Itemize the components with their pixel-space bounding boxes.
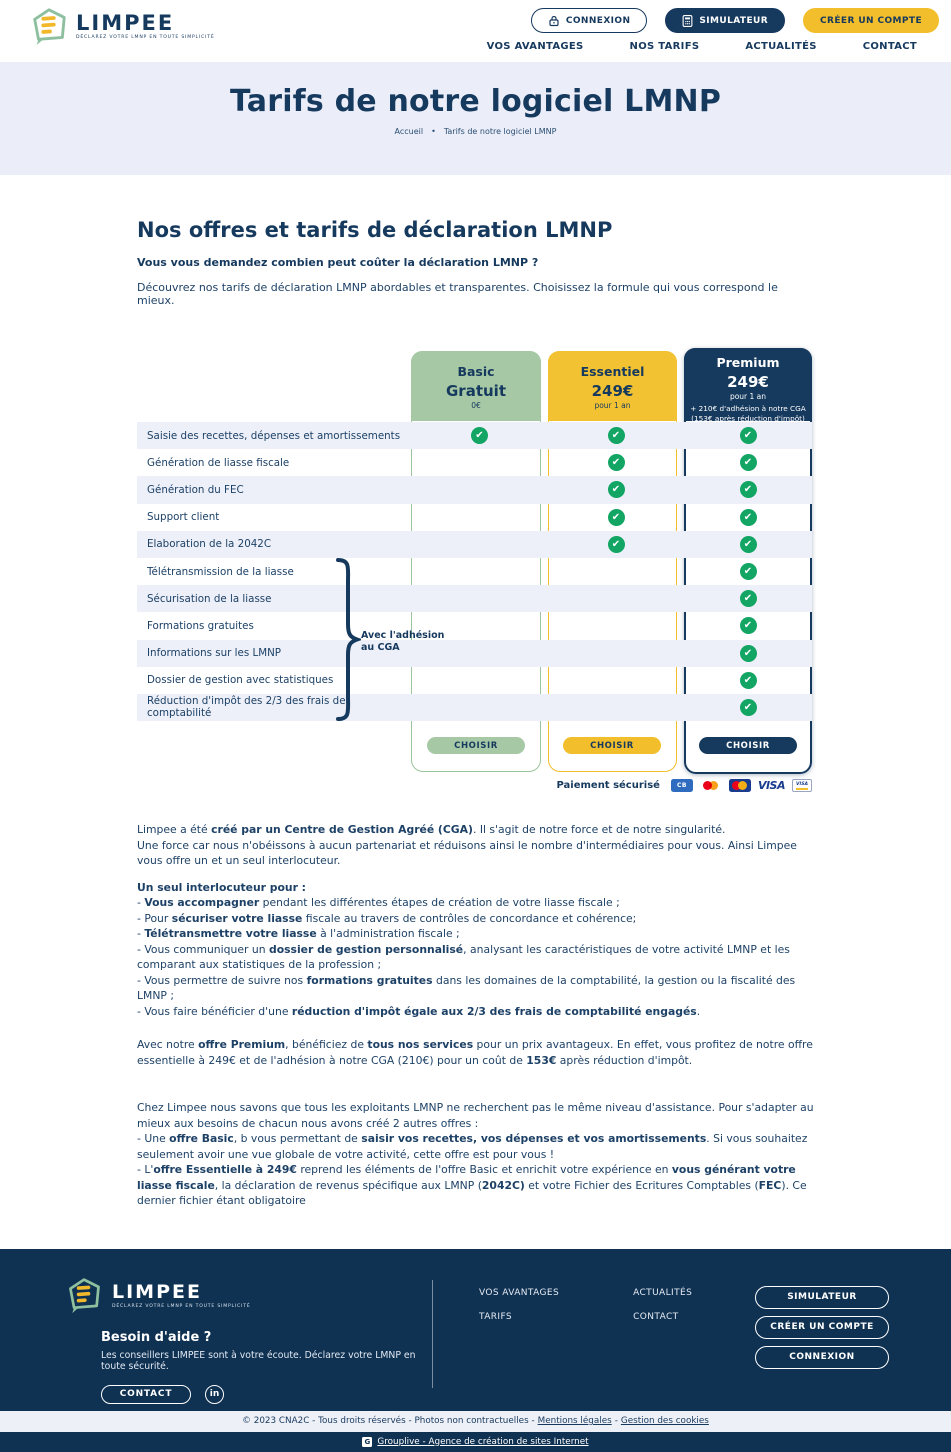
- check-icon: ✔: [740, 427, 757, 444]
- grouplive-icon: G: [362, 1437, 372, 1447]
- table-row: Télétransmission de la liasse ✔: [137, 558, 812, 585]
- table-row: Dossier de gestion avec statistiques ✔: [137, 667, 812, 694]
- plan-header-essentiel: [548, 351, 677, 421]
- choose-essentiel-button[interactable]: CHOISIR: [563, 737, 661, 754]
- page-title: Tarifs de notre logiciel LMNP: [229, 84, 722, 119]
- cb-card-icon: CB: [671, 779, 693, 792]
- cga-brace: [335, 558, 445, 721]
- breadcrumb: [0, 127, 951, 136]
- logo-house-icon: [64, 1276, 104, 1314]
- table-row: Sécurisation de la liasse ✔: [137, 585, 812, 612]
- brand-name: LIMPEE: [76, 11, 175, 35]
- check-icon: ✔: [740, 481, 757, 498]
- create-account-label: CRÉER UN COMPTE: [820, 15, 922, 26]
- pricing-table: [137, 347, 812, 774]
- paragraph: Un seul interlocuteur pour :: [137, 880, 306, 894]
- table-row: Génération du FEC ✔ ✔: [137, 476, 812, 503]
- table-row: Génération de liasse fiscale ✔ ✔: [137, 449, 812, 476]
- plan-name: Premium: [716, 355, 780, 370]
- footer-connexion-button[interactable]: CONNEXION: [755, 1346, 889, 1369]
- visa-icon: VISA: [757, 779, 785, 792]
- check-icon: ✔: [740, 590, 757, 607]
- paragraph: Chez Limpee nous savons que tous les exploitants LMNP ne recherchent pas le même niveau d'assistance. Pour s'adapter au mieux aux besoins de chacun nous avons créé 2 autres offres :: [137, 1101, 814, 1130]
- simulateur-label: SIMULATEUR: [699, 15, 769, 26]
- list-item: - Pour sécuriser votre liasse fiscale au travers de contrôles de concordance et cohérence;: [137, 911, 637, 925]
- hero-banner: [0, 62, 951, 175]
- agency-link[interactable]: Grouplive - Agence de création de sites Internet: [377, 1436, 589, 1447]
- visa-ecard-icon: VISA: [792, 779, 812, 792]
- check-icon: ✔: [740, 509, 757, 526]
- simulateur-button[interactable]: [665, 8, 785, 33]
- paragraph: - L'offre Essentielle à 249€ reprend les éléments de l'offre Basic et enrichit votre expérience en vous générant votre liasse fiscale, la déclaration de revenus spécifique aux LMNP (2042C) et votre Fichier des Ecritures Comptables (FEC). Ce dernier fichier étant obligatoire: [137, 1163, 807, 1207]
- check-icon: ✔: [608, 509, 625, 526]
- footer-help-title: Besoin d'aide ?: [101, 1329, 212, 1345]
- list-item: - Vous faire bénéficier d'une réduction d'impôt égale aux 2/3 des frais de comptabilité engagés.: [137, 1004, 701, 1018]
- choose-premium-button[interactable]: CHOISIR: [699, 737, 797, 754]
- site-footer: [0, 1249, 951, 1411]
- logo[interactable]: [28, 6, 215, 46]
- site-header: [0, 0, 951, 62]
- nav-contact[interactable]: CONTACT: [862, 41, 917, 52]
- table-row: Saisie des recettes, dépenses et amortissements ✔ ✔ ✔: [137, 422, 812, 449]
- plan-header-basic: [411, 351, 541, 421]
- breadcrumb-current: Tarifs de notre logiciel LMNP: [443, 127, 557, 136]
- footer-link-vos-avantages[interactable]: VOS AVANTAGES: [479, 1287, 560, 1298]
- plan-price-sub: 0€: [471, 401, 481, 410]
- choose-basic-button[interactable]: CHOISIR: [427, 737, 525, 754]
- nav-actualites[interactable]: ACTUALITÉS: [745, 41, 817, 52]
- footer-contact-button[interactable]: CONTACT: [101, 1385, 191, 1404]
- intro-description: Découvrez nos tarifs de déclaration LMNP abordables et transparentes. Choisissez la formule qui vous correspond le mieux.: [137, 281, 778, 307]
- intro-question: Vous vous demandez combien peut coûter la déclaration LMNP ?: [137, 256, 539, 269]
- check-icon: ✔: [608, 536, 625, 553]
- plan-price-sub: pour 1 an: [594, 401, 631, 410]
- footer-create-account-button[interactable]: CRÉER UN COMPTE: [755, 1316, 889, 1339]
- maestro-icon: [729, 779, 751, 792]
- legal-link[interactable]: Mentions légales: [537, 1416, 612, 1426]
- feature-rows: [137, 422, 812, 721]
- check-icon: ✔: [471, 427, 488, 444]
- header-actions: [531, 8, 939, 33]
- check-icon: ✔: [740, 672, 757, 689]
- connexion-label: CONNEXION: [565, 15, 631, 26]
- plan-price: Gratuit: [446, 382, 506, 400]
- breadcrumb-home[interactable]: Accueil: [394, 127, 424, 136]
- linkedin-icon[interactable]: in: [205, 1385, 224, 1404]
- footer-links: [433, 1276, 733, 1411]
- brand-name: LIMPEE: [112, 1280, 202, 1303]
- plan-header-premium: [684, 348, 812, 421]
- list-item: - Vous permettre de suivre nos formations gratuites dans les domaines de la comptabilité, la gestion ou la fiscalité des LMNP ;: [137, 973, 796, 1002]
- secure-payment: [137, 779, 812, 792]
- check-icon: ✔: [740, 536, 757, 553]
- footer-simulateur-button[interactable]: SIMULATEUR: [755, 1286, 889, 1309]
- copyright-text: © 2023 CNA2C - Tous droits réservés - Photos non contractuelles -: [242, 1416, 535, 1426]
- check-icon: ✔: [740, 699, 757, 716]
- curly-brace-icon: [335, 558, 361, 721]
- cookies-link[interactable]: Gestion des cookies: [620, 1416, 709, 1426]
- secure-payment-label: Paiement sécurisé: [556, 780, 660, 791]
- section-heading: Nos offres et tarifs de déclaration LMNP: [137, 218, 613, 242]
- description-section: [137, 822, 814, 1209]
- table-row: Elaboration de la 2042C ✔ ✔: [137, 531, 812, 558]
- nav-nos-tarifs[interactable]: NOS TARIFS: [629, 41, 700, 52]
- list-item: - Vous accompagner pendant les différentes étapes de création de votre liasse fiscale ;: [137, 896, 620, 909]
- brand-tagline: DÉCLAREZ VOTRE LMNP EN TOUTE SIMPLICITÉ: [112, 1303, 251, 1309]
- check-icon: ✔: [608, 427, 625, 444]
- table-row: Support client ✔ ✔: [137, 504, 812, 531]
- lock-icon: [548, 15, 560, 27]
- plan-extra-line: + 210€ d'adhésion à notre CGA (153€ après réduction d'impôt): [690, 404, 806, 423]
- check-icon: ✔: [740, 454, 757, 471]
- footer-link-contact[interactable]: CONTACT: [633, 1311, 679, 1322]
- plan-price: 249€: [727, 373, 769, 391]
- table-row: Formations gratuites ✔: [137, 612, 812, 639]
- check-icon: ✔: [740, 617, 757, 634]
- create-account-button[interactable]: [803, 8, 939, 33]
- brand-tagline: DÉCLAREZ VOTRE LMNP EN TOUTE SIMPLICITÉ: [76, 35, 215, 40]
- plan-price-sub: pour 1 an: [729, 392, 767, 401]
- check-icon: ✔: [608, 454, 625, 471]
- plan-name: Basic: [457, 364, 495, 379]
- logo-house-icon: [28, 6, 70, 46]
- check-icon: ✔: [740, 563, 757, 580]
- calculator-icon: [682, 15, 693, 27]
- list-item: - Télétransmettre votre liasse à l'administration fiscale ;: [137, 927, 460, 940]
- footer-link-actualites[interactable]: ACTUALITÉS: [633, 1287, 693, 1298]
- footer-link-tarifs[interactable]: TARIFS: [479, 1311, 512, 1322]
- breadcrumb-separator: •: [431, 127, 436, 136]
- paragraph: Une force car nous n'obéissons à aucun partenariat et réduisons ainsi le nombre d'intermédiaires pour vous. Ainsi Limpee vous offre un et un seul interlocuteur.: [137, 838, 797, 867]
- paragraph: - Une offre Basic, b vous permettant de saisir vos recettes, vos dépenses et vos amortissements. Si vous souhaitez seulement avoir une vue globale de votre activité, cette offre est pour vous !: [137, 1132, 808, 1161]
- paragraph: Limpee a été créé par un Centre de Gestion Agréé (CGA). Il s'agit de notre force et de notre singularité.: [137, 823, 726, 836]
- plan-name: Essentiel: [580, 364, 645, 379]
- plan-price: 249€: [591, 382, 634, 400]
- intro-section: [137, 218, 814, 307]
- nav-vos-avantages[interactable]: VOS AVANTAGES: [486, 41, 584, 52]
- footer-buttons: [755, 1276, 889, 1411]
- paragraph: Avec notre offre Premium, bénéficiez de tous nos services pour un prix avantageux. En effet, vous profitez de notre offre essentielle à 249€ et de l'adhésion à notre CGA (210€) pour un coût de 153€ après réduction d'impôt.: [137, 1038, 813, 1067]
- footer-logo[interactable]: [64, 1276, 432, 1314]
- check-icon: ✔: [740, 645, 757, 662]
- footer-help-text: Les conseillers LIMPEE sont à votre écoute. Déclarez votre LMNP en toute sécurité.: [101, 1349, 416, 1372]
- connexion-button[interactable]: [531, 8, 648, 33]
- mastercard-icon: [700, 779, 722, 792]
- cga-note: Avec l'adhésion au CGA: [361, 630, 445, 653]
- agency-bar: [0, 1432, 951, 1452]
- table-row: Réduction d'impôt des 2/3 des frais de comptabilité ✔: [137, 694, 812, 721]
- table-row: Informations sur les LMNP ✔: [137, 640, 812, 667]
- check-icon: ✔: [608, 481, 625, 498]
- list-item: - Vous communiquer un dossier de gestion personnalisé, analysant les caractéristiques de votre activité LMNP et les comparant aux statistiques de la profession ;: [137, 942, 790, 971]
- copyright-bar: © 2023 CNA2C - Tous droits réservés - Photos non contractuelles - Mentions légales - Gestion des cookies: [0, 1411, 951, 1432]
- main-nav: [487, 41, 939, 52]
